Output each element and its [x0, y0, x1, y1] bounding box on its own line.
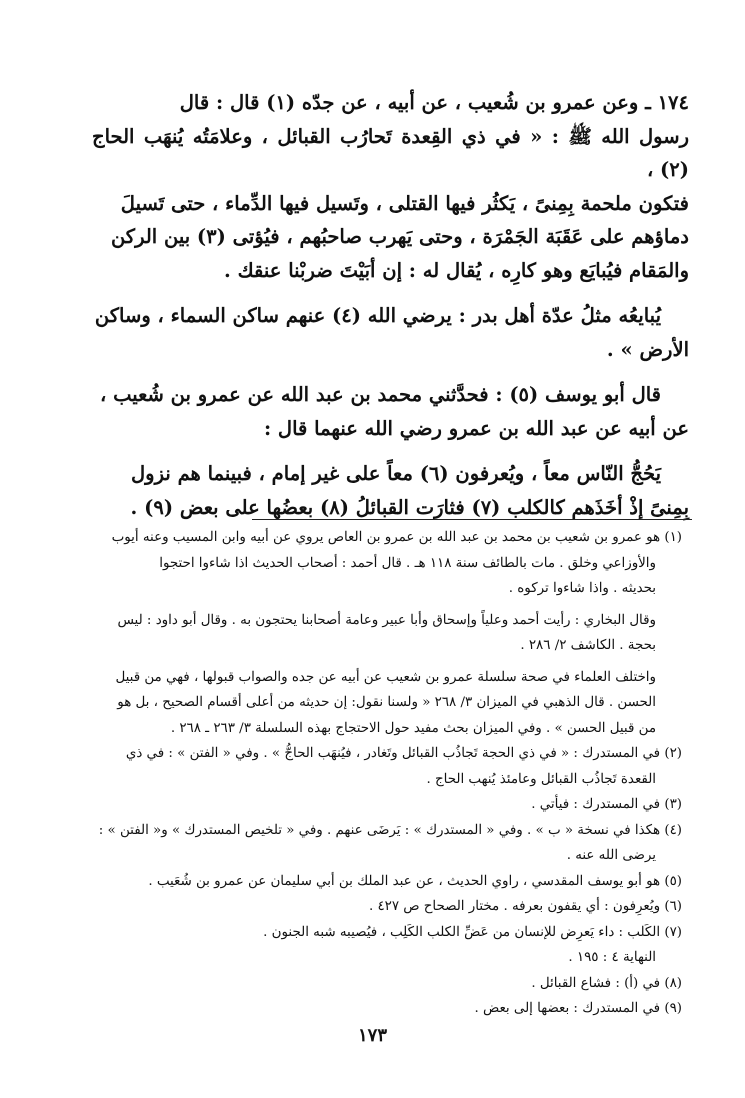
footnote-4: (٤) هكذا في نسخة « ب » . وفي « المستدرك » : يَرضَى عنهم . وفي « تلخيص المستدرك » و« الفتن » :	[98, 822, 682, 838]
main-text	[92, 86, 689, 524]
footnote-3: (٣) في المستدرك : فيأتي .	[531, 797, 682, 812]
footnotes	[66, 525, 682, 1022]
abu-yusuf-line: عن أبيه عن عبد الله بن عمرو رضي الله عنهما قال :	[263, 416, 689, 440]
footnote-6: (٦) ويُعرِفون : أي يقفون بعرفه . مختار الصحاح ص ٤٢٧ .	[368, 899, 682, 914]
hadith-174-line: فتكون ملحمة بِمِنىً ، يَكثُر فيها القتلى ، وتَسيل فيها الدِّماء ، حتى تَسيلَ	[120, 191, 689, 215]
footnote-7-continued: النهاية ٤ : ١٩٥ .	[568, 950, 656, 965]
footnote-1-continued: وقال البخاري : رأيت أحمد وعلياً وإسحاق وأبا عبير وعامة أصحابنا يحتجون به . وقال أبو داود : ليس	[117, 612, 656, 628]
footnote-9: (٩) في المستدرك : بعضها إلى بعض .	[474, 1001, 682, 1016]
hadith-174-line: دماؤهم على عَقَبَة الجَمْرَة ، وحتى يَهرب صاحبُهم ، فيُؤتى (٣) بين الركن	[110, 225, 689, 248]
footnote-1-continued: واختلف العلماء في صحة سلسلة عمرو بن شعيب عن أبيه عن جده والصواب قبولها ، فهي من قبيل	[115, 669, 656, 685]
hadith-174-line: والمَقام فيُبايَع وهو كارِه ، يُقال له : إن أبَيْتَ ضربْنا عنقك .	[224, 258, 689, 282]
abu-yusuf-line: قال أبو يوسف (٥) : فحدَّثني محمد بن عبد الله عن عمرو بن شُعيب ،	[99, 383, 661, 406]
footnote-8: (٨) في (أ) : فشاع القبائل .	[531, 975, 682, 991]
footnote-1-continued: بحديثه . واذا شاءوا تركوه .	[508, 581, 656, 596]
narration-line: بِمِنىً إذْ أخَذَهم كالكلب (٧) فثارَت القبائلُ (٨) بعضُها على بعض (٩) .	[130, 495, 689, 519]
footnote-2: (٢) في المستدرك : « في ذي الحجة تَجاذُب القبائل وتَغادر ، فيُنهَب الحاجُّ » . وفي « الفتن » : في ذي	[125, 746, 682, 761]
hadith-174-line: الأرض » .	[606, 337, 689, 361]
footnote-5: (٥) هو أبو يوسف المقدسي ، راوي الحديث ، عن عبد الملك بن أبي سليمان عن عمرو بن شُعَيب .	[148, 873, 682, 889]
narration-line: يَحُجُّ النّاس معاً ، ويُعرفون (٦) معاً على غير إمام ، فبينما هم نزول	[131, 462, 661, 485]
hadith-174-line: يُبايعُه مثلُ عدّة أهل بدر : يرضي الله (٤) عنهم ساكن السماء ، وساكن	[94, 304, 661, 327]
footnote-1-continued: والأوزاعي وخلق . مات بالطائف سنة ١١٨ هـ . قال أحمد : أصحاب الحديث اذا شاءوا احتجوا	[159, 555, 656, 571]
footnote-separator	[252, 519, 692, 520]
footnote-7: (٧) الكَلب : داء يَعرِض للإنسان من عَضِّ الكلب الكَلِب ، فيُصيبه شبه الجنون .	[263, 924, 682, 940]
hadith-174-line: رسول الله ﷺ : « في ذي القِعدة تَحارُب القبائل ، وعلامَتُه يُنهَب الحاج (٢) ،	[92, 124, 689, 181]
footnote-1: (١) هو عمرو بن شعيب بن محمد بن عبد الله بن عمرو بن العاص يروي عن أبيه وابن المسيب وعنه أيوب	[111, 530, 682, 545]
footnote-1-continued: بحجة . الكاشف ٢/ ٢٨٦ .	[520, 638, 656, 653]
page-number: ١٧٣	[357, 1025, 387, 1046]
footnote-2-continued: القعدة تَجاذُب القبائل وعامئذ يُنهب الحاج .	[426, 771, 656, 787]
footnote-4-continued: يرضى الله عنه .	[566, 848, 656, 863]
footnote-1-continued: الحسن . قال الذهبي في الميزان ٣/ ٢٦٨ « ولسنا نقول: إن حديثه من أعلى أقسام الصحيح ، بل هو	[117, 695, 656, 710]
hadith-174-line: ١٧٤ ـ وعن عمرو بن شُعيب ، عن أبيه ، عن جدّه (١) قال : قال	[179, 91, 689, 114]
footnote-1-continued: من قبيل الحسن » . وفي الميزان بحث مفيد حول الاحتجاج بهذه السلسلة ٣/ ٢٦٣ ـ ٢٦٨ .	[170, 720, 656, 736]
